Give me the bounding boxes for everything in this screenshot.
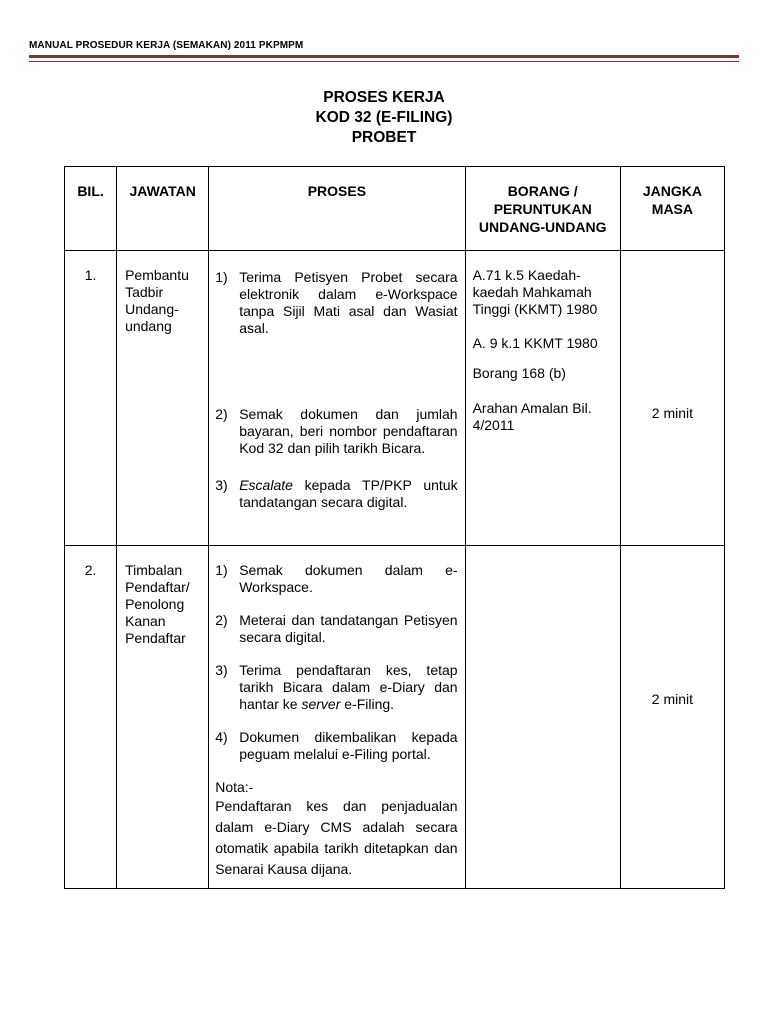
header-jawatan: JAWATAN [117, 167, 209, 251]
header-jangka-masa: JANGKA MASA [620, 167, 724, 251]
process-step: 3) Terima pendaftaran kes, tetap tarikh Bicara dalam e-Diary dan hantar ke server e-Filing. [215, 662, 458, 712]
title-line-3: PROBET [351, 129, 417, 146]
row-1-jangka-masa: 2 minit [620, 251, 724, 546]
process-step: 2) Meterai dan tandatangan Petisyen secara digital. [215, 612, 458, 645]
legal-reference: A.71 k.5 Kaedah-kaedah Mahkamah Tinggi (KKMT) 1980 [472, 267, 598, 317]
process-step: 4) Dokumen dikembalikan kepada peguam melalui e-Filing portal. [215, 729, 458, 762]
process-step: 1) Terima Petisyen Probet secara elektronik dalam e-Workspace tanpa Sijil Mati asal dan Wasiat asal. [215, 269, 458, 336]
row-1-jawatan: Pembantu Tadbir Undang- undang [117, 251, 209, 546]
row-2-borang [465, 546, 620, 889]
row-1-bil: 1. [65, 251, 117, 546]
running-header: MANUAL PROSEDUR KERJA (SEMAKAN) 2011 PKPMPM [29, 40, 304, 51]
legal-reference: A. 9 k.1 KKMT 1980 [472, 335, 598, 351]
header-rule-thin [29, 61, 739, 62]
legal-reference: Borang 168 (b) [472, 365, 566, 381]
title-line-2: KOD 32 (E-FILING) [315, 109, 453, 126]
header-bil: BIL. [65, 167, 117, 251]
row-2-bil: 2. [65, 546, 117, 889]
row-2-proses [209, 546, 465, 889]
table-header-row [65, 167, 725, 251]
header-borang: BORANG / PERUNTUKAN UNDANG-UNDANG [465, 167, 620, 251]
row-2-jangka-masa: 2 minit [620, 546, 724, 889]
title-line-1: PROSES KERJA [323, 89, 445, 106]
page-title [0, 88, 768, 148]
process-table [64, 166, 725, 889]
header-rule-thick [29, 55, 739, 58]
table-row [65, 546, 725, 889]
process-step: 2) Semak dokumen dan jumlah bayaran, beri nombor pendaftaran Kod 32 dan pilih tarikh Bicara. [215, 406, 458, 456]
header-proses: PROSES [209, 167, 465, 251]
legal-reference: Arahan Amalan Bil. 4/2011 [472, 400, 592, 433]
row-1-proses [209, 251, 465, 546]
process-step: 1) Semak dokumen dalam e-Workspace. [215, 562, 458, 595]
nota-text: Pendaftaran kes dan penjadualan dalam e-Diary CMS adalah secara otomatik apabila tarikh ditetapkan dan Senarai Kausa dijana. [215, 798, 458, 877]
row-2-jawatan: Timbalan Pendaftar/ Penolong Kanan Pendaftar [117, 546, 209, 889]
table-row [65, 251, 725, 546]
process-step: 3) Escalate kepada TP/PKP untuk tandatangan secara digital. [215, 477, 458, 510]
nota-label: Nota:- [215, 779, 254, 795]
row-1-borang [465, 251, 620, 546]
